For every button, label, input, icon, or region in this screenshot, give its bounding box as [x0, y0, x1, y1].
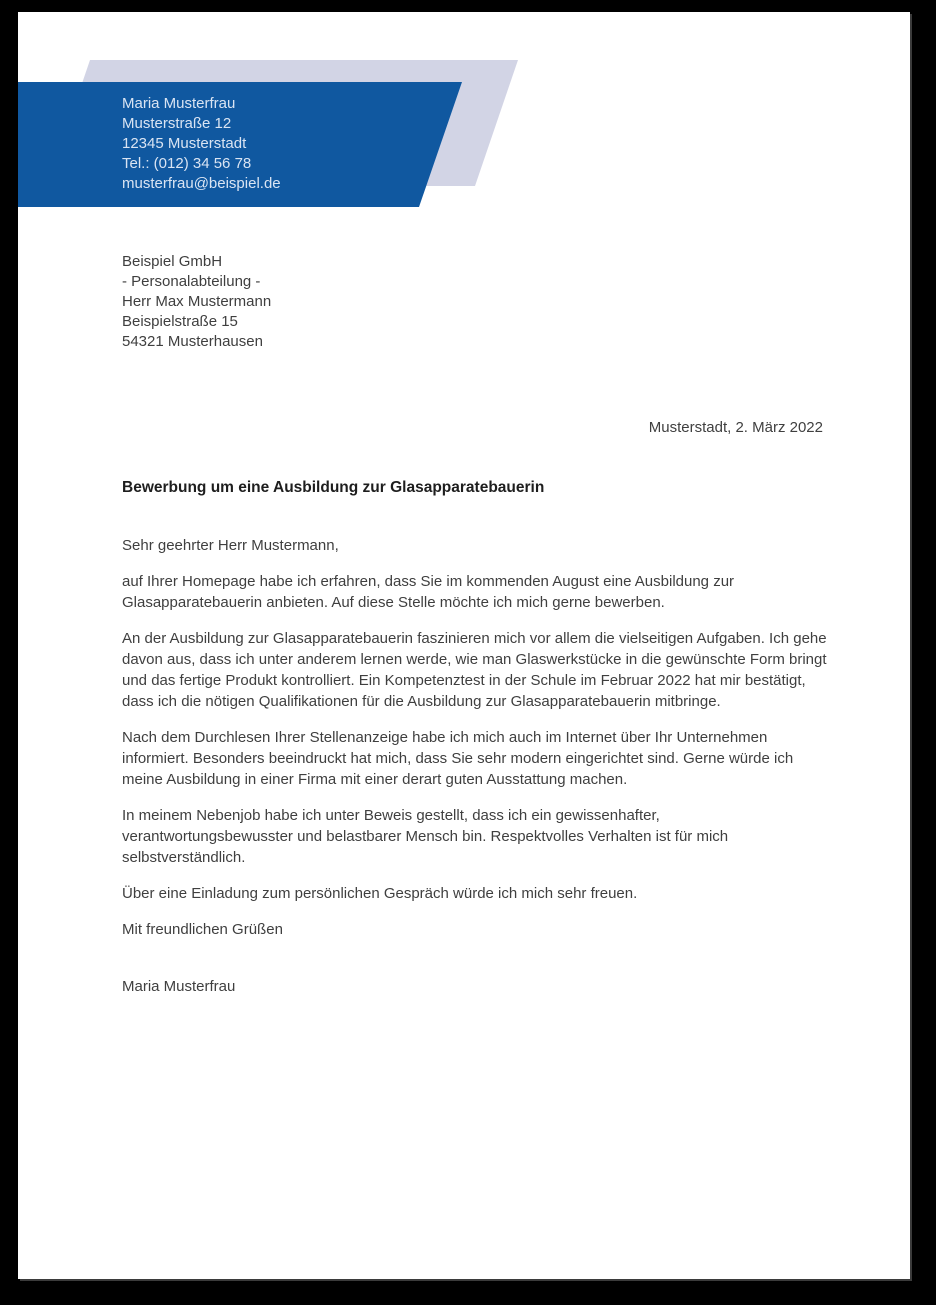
recipient-address-block — [122, 252, 271, 352]
sender-street: Musterstraße 12 — [122, 115, 232, 132]
sender-phone: Tel.: (012) 34 56 78 — [122, 155, 252, 172]
recipient-city: 54321 Musterhausen — [122, 333, 263, 350]
recipient-department: - Personalabteilung - — [122, 273, 261, 290]
closing-line: Mit freundlichen Grüßen — [122, 921, 283, 938]
salutation: Sehr geehrter Herr Mustermann, — [122, 537, 339, 554]
sender-city: 12345 Musterstadt — [122, 135, 247, 152]
paragraph: In meinem Nebenjob habe ich unter Beweis gestellt, dass ich ein gewissenhafter, verantwortungsbewusster und belastbarer Mensch bin. Respektvolles Verhalten ist für mich selbstverständlich. — [122, 807, 729, 866]
recipient-company: Beispiel GmbH — [122, 253, 223, 270]
paragraph: Nach dem Durchlesen Ihrer Stellenanzeige habe ich mich auch im Internet über Ihr Unternehmen informiert. Besonders beeindruckt hat mich, dass Sie sehr modern eingerichtet sind. Gerne würde ich meine Ausbildung in einer Firma mit einer derart guten Ausstattung machen. — [122, 729, 794, 788]
header-banner — [18, 12, 910, 222]
paragraph: Über eine Einladung zum persönlichen Gespräch würde ich mich sehr freuen. — [122, 885, 638, 902]
subject-line: Bewerbung um eine Ausbildung zur Glasapparatebauerin — [122, 479, 545, 496]
sender-name: Maria Musterfrau — [122, 95, 236, 112]
date-line: Musterstadt, 2. März 2022 — [648, 419, 823, 436]
signature-name: Maria Musterfrau — [122, 978, 236, 995]
letter-paper — [18, 12, 910, 1279]
letter-body — [122, 535, 827, 997]
recipient-contact: Herr Max Mustermann — [122, 293, 272, 310]
paragraph: An der Ausbildung zur Glasapparatebauerin faszinieren mich vor allem die vielseitigen Aufgaben. Ich gehe davon aus, dass ich unter anderem lernen werde, wie man Glaswerkstücke in die gewünschte Form bringt und das fertige Produkt kontrolliert. Ein Kompetenztest in der Schule im Februar 2022 hat mir bestätigt, dass ich die nötigen Qualifikationen für die Ausbildung zur Glasapparatebauerin mitbringe. — [122, 630, 827, 710]
recipient-street: Beispielstraße 15 — [122, 313, 238, 330]
paragraph: auf Ihrer Homepage habe ich erfahren, dass Sie im kommenden August eine Ausbildung zur Glasapparatebauerin anbieten. Auf diese Stelle möchte ich mich gerne bewerben. — [122, 573, 735, 611]
sender-email: musterfrau@beispiel.de — [122, 175, 281, 192]
sender-address-block — [122, 94, 281, 194]
